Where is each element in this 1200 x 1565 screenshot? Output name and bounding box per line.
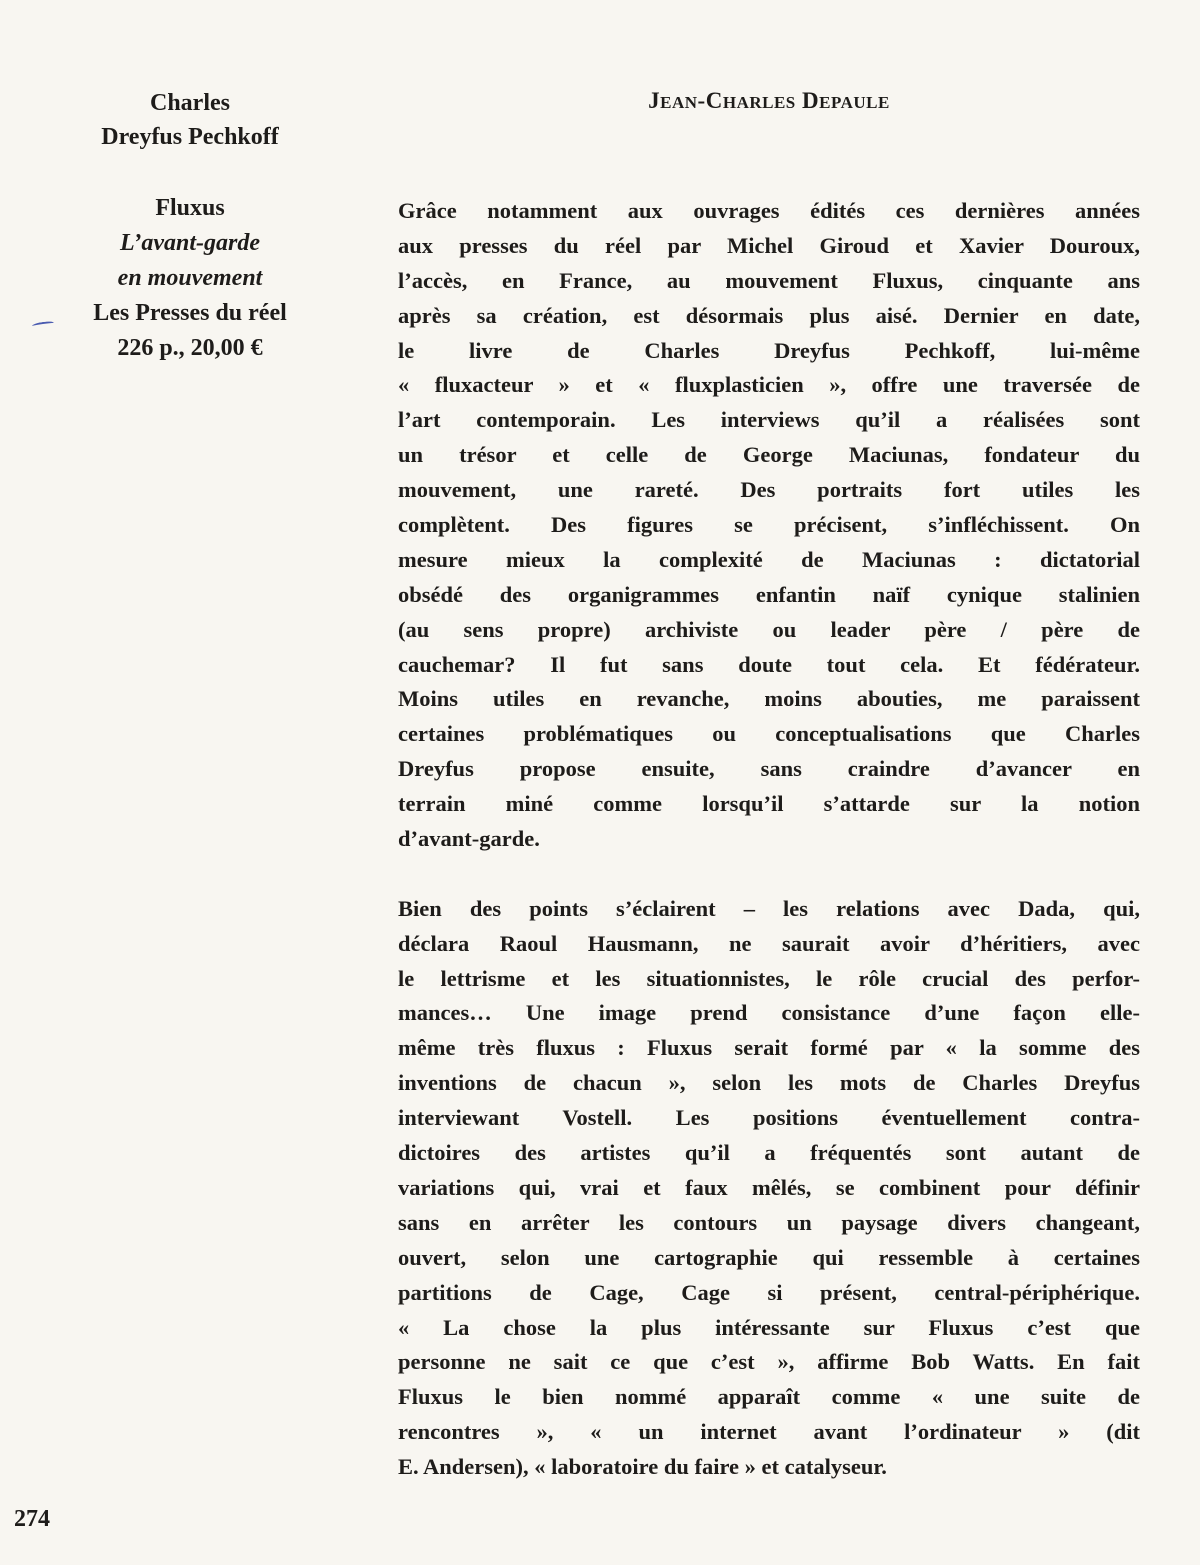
page-number: 274 (14, 1506, 50, 1532)
text-line: mouvement, une rareté. Des portraits fort utiles les (398, 477, 1140, 503)
reviewer-name (398, 88, 1140, 114)
text-line: inventions de chacun », selon les mots de Charles Dreyfus (398, 1070, 1140, 1096)
text-line: l’accès, en France, au mouvement Fluxus, cinquante ans (398, 267, 1140, 293)
book-publisher: Les Presses du réel (93, 300, 287, 326)
book-title: Fluxus (155, 195, 225, 221)
reviewer-initial: J (648, 88, 661, 113)
book-author-line-2: Dreyfus Pechkoff (101, 124, 279, 150)
text-line: Bien des points s’éclairent – les relations avec Dada, qui, (398, 895, 1140, 921)
text-line: E. Andersen), « laboratoire du faire » et catalyseur. (398, 1454, 887, 1480)
book-subtitle-line-2: en mouvement (117, 265, 263, 291)
reviewer-dash: - (697, 88, 706, 113)
text-line: certaines problématiques ou conceptualisations que Charles (398, 721, 1140, 747)
text-line: obsédé des organigrammes enfantin naïf cynique stalinien (398, 581, 1140, 607)
text-line: après sa création, est désormais plus aisé. Dernier en date, (398, 302, 1140, 328)
text-line: même très fluxus : Fluxus serait formé par « la somme des (398, 1035, 1140, 1061)
text-line: personne ne sait ce que c’est », affirme Bob Watts. En fait (398, 1349, 1140, 1375)
text-line: complètent. Des figures se précisent, s’infléchissent. On (398, 512, 1140, 538)
text-line: mances… Une image prend consistance d’une façon elle- (398, 1000, 1140, 1026)
reviewer-smallcaps: EAN (660, 93, 698, 112)
text-line: (au sens propre) archiviste ou leader père / père de (398, 616, 1140, 642)
text-line: aux presses du réel par Michel Giroud et Xavier Douroux, (398, 232, 1140, 258)
paragraph (398, 892, 1140, 1485)
review-body (398, 194, 1140, 1485)
text-line: sans en arrêter les contours un paysage divers changeant, (398, 1209, 1140, 1235)
book-details: 226 p., 20,00 € (117, 335, 263, 361)
text-line: interviewant Vostell. Les positions éventuellement contra- (398, 1105, 1140, 1131)
book-subtitle-line-1: L’avant-garde (120, 230, 260, 256)
text-line: d’avant-garde. (398, 826, 540, 852)
paragraph (398, 194, 1140, 857)
text-line: mesure mieux la complexité de Maciunas : dictatorial (398, 546, 1140, 572)
text-line: terrain miné comme lorsqu’il s’attarde sur la notion (398, 791, 1140, 817)
text-line: rencontres », « un internet avant l’ordinateur » (dit (398, 1419, 1140, 1445)
reviewer-initial: C (705, 88, 723, 113)
text-line: le lettrisme et les situationnistes, le rôle crucial des perfor- (398, 965, 1140, 991)
reviewer-initial: D (802, 88, 820, 113)
spacer (40, 154, 340, 191)
reviewer-smallcaps: EPAULE (819, 93, 890, 112)
text-line: ouvert, selon une cartographie qui ressemble à certaines (398, 1244, 1140, 1270)
text-line: Moins utiles en revanche, moins abouties, me paraissent (398, 686, 1140, 712)
text-line: Fluxus le bien nommé apparaît comme « une suite de (398, 1384, 1140, 1410)
text-line: l’art contemporain. Les interviews qu’il a réalisées sont (398, 407, 1140, 433)
text-line: un trésor et celle de George Maciunas, fondateur du (398, 442, 1140, 468)
text-line: partitions de Cage, Cage si présent, central-périphérique. (398, 1279, 1140, 1305)
text-line: cauchemar? Il fut sans doute tout cela. Et fédérateur. (398, 651, 1140, 677)
text-line: Grâce notamment aux ouvrages édités ces dernières années (398, 198, 1140, 223)
text-line: dictoires des artistes qu’il a fréquentés sont autant de (398, 1140, 1140, 1166)
text-line: « fluxacteur » et « fluxplasticien », offre une traversée de (398, 372, 1140, 398)
book-author-line-1: Charles (150, 90, 230, 116)
text-line: Dreyfus propose ensuite, sans craindre d’avancer en (398, 756, 1140, 782)
text-line: le livre de Charles Dreyfus Pechkoff, lui-même (398, 337, 1140, 363)
book-info (40, 86, 340, 366)
reviewer-smallcaps: HARLES (722, 93, 796, 112)
text-line: déclara Raoul Hausmann, ne saurait avoir d’héritiers, avec (398, 930, 1140, 956)
text-line: « La chose la plus intéressante sur Fluxus c’est que (398, 1314, 1140, 1340)
text-line: variations qui, vrai et faux mêlés, se combinent pour définir (398, 1174, 1140, 1200)
